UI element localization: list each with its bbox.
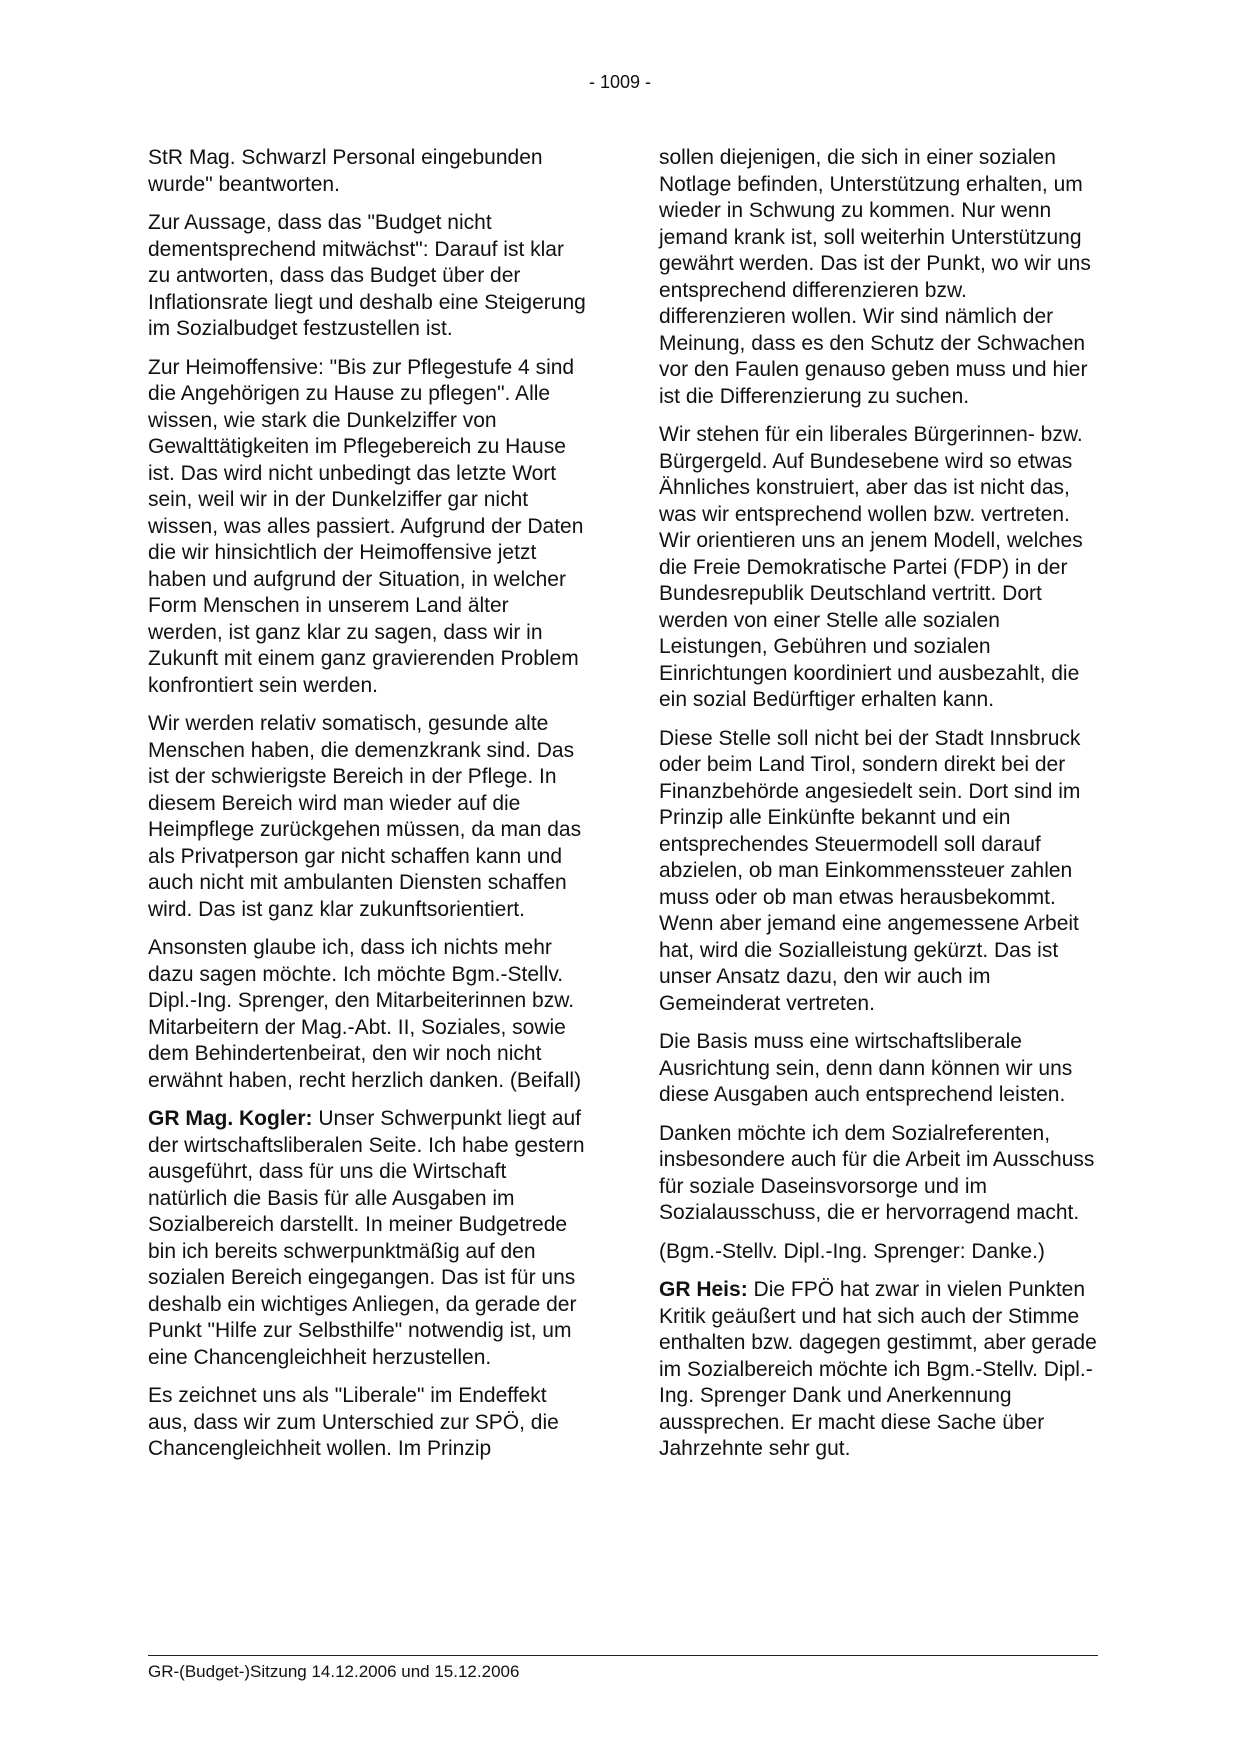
speaker-name: GR Mag. Kogler: [148,1107,313,1130]
paragraph: sollen diejenigen, die sich in einer sozialen Notlage befinden, Unterstützung erhalten, um wieder in Schwung zu kommen. Nur wenn jemand krank ist, soll weiterhin Unterstützung gewährt werden. Das ist der Punkt, wo wir uns entsprechend differenzieren bzw. differenzieren wollen. Wir sind nämlich der Meinung, dass es den Schutz der Schwachen vor den Faulen genauso geben muss und hier ist die Differenzierung zu suchen. [659,146,1091,408]
paragraph: Zur Heimoffensive: "Bis zur Pflegestufe 4 sind die Angehörigen zu Hause zu pflegen". Alle wissen, wie stark die Dunkelziffer von Gewalttätigkeiten im Pflegebereich zu Hause ist. Das wird nicht unbedingt das letzte Wort sein, weil wir in der Dunkelziffer gar nicht wissen, was alles passiert. Aufgrund der Daten die wir hinsichtlich der Heimoffensive jetzt haben und aufgrund der Situation, in welcher Form Menschen in unserem Land älter werden, ist ganz klar zu sagen, dass wir in Zukunft mit einem ganz gravierenden Problem konfrontiert sein werden. [148,355,584,697]
page-number: - 1009 - [588,72,652,92]
speaker-name: GR Heis: [659,1278,748,1301]
speech-paragraph [659,1277,1099,1463]
paragraph: (Bgm.-Stellv. Dipl.-Ing. Sprenger: Danke.) [659,1239,1045,1263]
speech-text: Die FPÖ hat zwar in vielen Punkten Kritik geäußert und hat sich auch der Stimme enthalten bzw. dagegen gestimmt, aber gerade im Sozialbereich möchte ich Bgm.-Stellv. Dipl.-Ing. Sprenger Dank und Anerkennung aussprechen. Er macht diese Sache über Jahrzehnte sehr gut. [659,1278,1097,1460]
paragraph: Diese Stelle soll nicht bei der Stadt Innsbruck oder beim Land Tirol, sondern direkt bei der Finanzbehörde angesiedelt sein. Dort sind im Prinzip alle Einkünfte bekannt und ein entsprechendes Steuermodell soll darauf abzielen, ob man Einkommenssteuer zahlen muss oder ob man etwas herausbekommt. Wenn aber jemand eine angemessene Arbeit hat, wird die Sozialleistung gekürzt. Das ist unser Ansatz dazu, den wir auch im Gemeinderat vertreten. [659,726,1081,1015]
paragraph: Die Basis muss eine wirtschaftsliberale Ausrichtung sein, denn dann können wir uns diese Ausgaben auch entsprechend leisten. [659,1030,1073,1106]
speech-paragraph [148,1106,588,1371]
paragraph: Zur Aussage, dass das "Budget nicht dementsprechend mitwächst": Darauf ist klar zu antworten, dass das Budget über der Inflationsrate liegt und deshalb eine Steigerung im Sozialbudget festzustellen ist. [148,211,586,340]
paragraph: StR Mag. Schwarzl Personal eingebunden wurde" beantworten. [148,146,543,196]
paragraph: Es zeichnet uns als "Liberale" im Endeffekt aus, dass wir zum Unterschied zur SPÖ, die Chancengleichheit wollen. Im Prinzip [148,1384,559,1460]
footer-text: GR-(Budget-)Sitzung 14.12.2006 und 15.12.2006 [148,1662,520,1681]
right-column [659,145,1099,1475]
paragraph: Ansonsten glaube ich, dass ich nichts mehr dazu sagen möchte. Ich möchte Bgm.-Stellv. Dipl.-Ing. Sprenger, den Mitarbeiterinnen bzw. Mitarbeitern der Mag.-Abt. II, Soziales, sowie dem Behindertenbeirat, den wir noch nicht erwähnt haben, recht herzlich danken. (Beifall) [148,936,582,1092]
footer-divider [148,1655,1098,1656]
speech-text: Unser Schwerpunkt liegt auf der wirtschaftsliberalen Seite. Ich habe gestern ausgeführt, dass für uns die Wirtschaft natürlich die Basis für alle Ausgaben im Sozialbereich darstellt. In meiner Budgetrede bin ich bereits schwerpunktmäßig auf den sozialen Bereich eingegangen. Das ist für uns deshalb ein wichtiges Anliegen, da gerade der Punkt "Hilfe zur Selbsthilfe" notwendig ist, um eine Chancengleichheit herzustellen. [148,1107,585,1369]
paragraph: Danken möchte ich dem Sozialreferenten, insbesondere auch für die Arbeit im Ausschuss für soziale Daseinsvorsorge und im Sozialausschuss, die er hervorragend macht. [659,1121,1095,1224]
left-column [148,145,588,1475]
paragraph: Wir werden relativ somatisch, gesunde alte Menschen haben, die demenzkrank sind. Das ist der schwierigste Bereich in der Pflege. In diesem Bereich wird man wieder auf die Heimpflege zurückgehen müssen, da man das als Privatperson gar nicht schaffen kann und auch nicht mit ambulanten Diensten schaffen wird. Das ist ganz klar zukunftsorientiert. [148,712,582,921]
paragraph: Wir stehen für ein liberales Bürgerinnen- bzw. Bürgergeld. Auf Bundesebene wird so etwas Ähnliches konstruiert, aber das ist nicht das, was wir entsprechend wollen bzw. vertreten. Wir orientieren uns an jenem Modell, welches die Freie Demokratische Partei (FDP) in der Bundesrepublik Deutschland vertritt. Dort werden von einer Stelle alle sozialen Leistungen, Gebühren und sozialen Einrichtungen koordiniert und ausbezahlt, die ein sozial Bedürftiger erhalten kann. [659,423,1083,711]
